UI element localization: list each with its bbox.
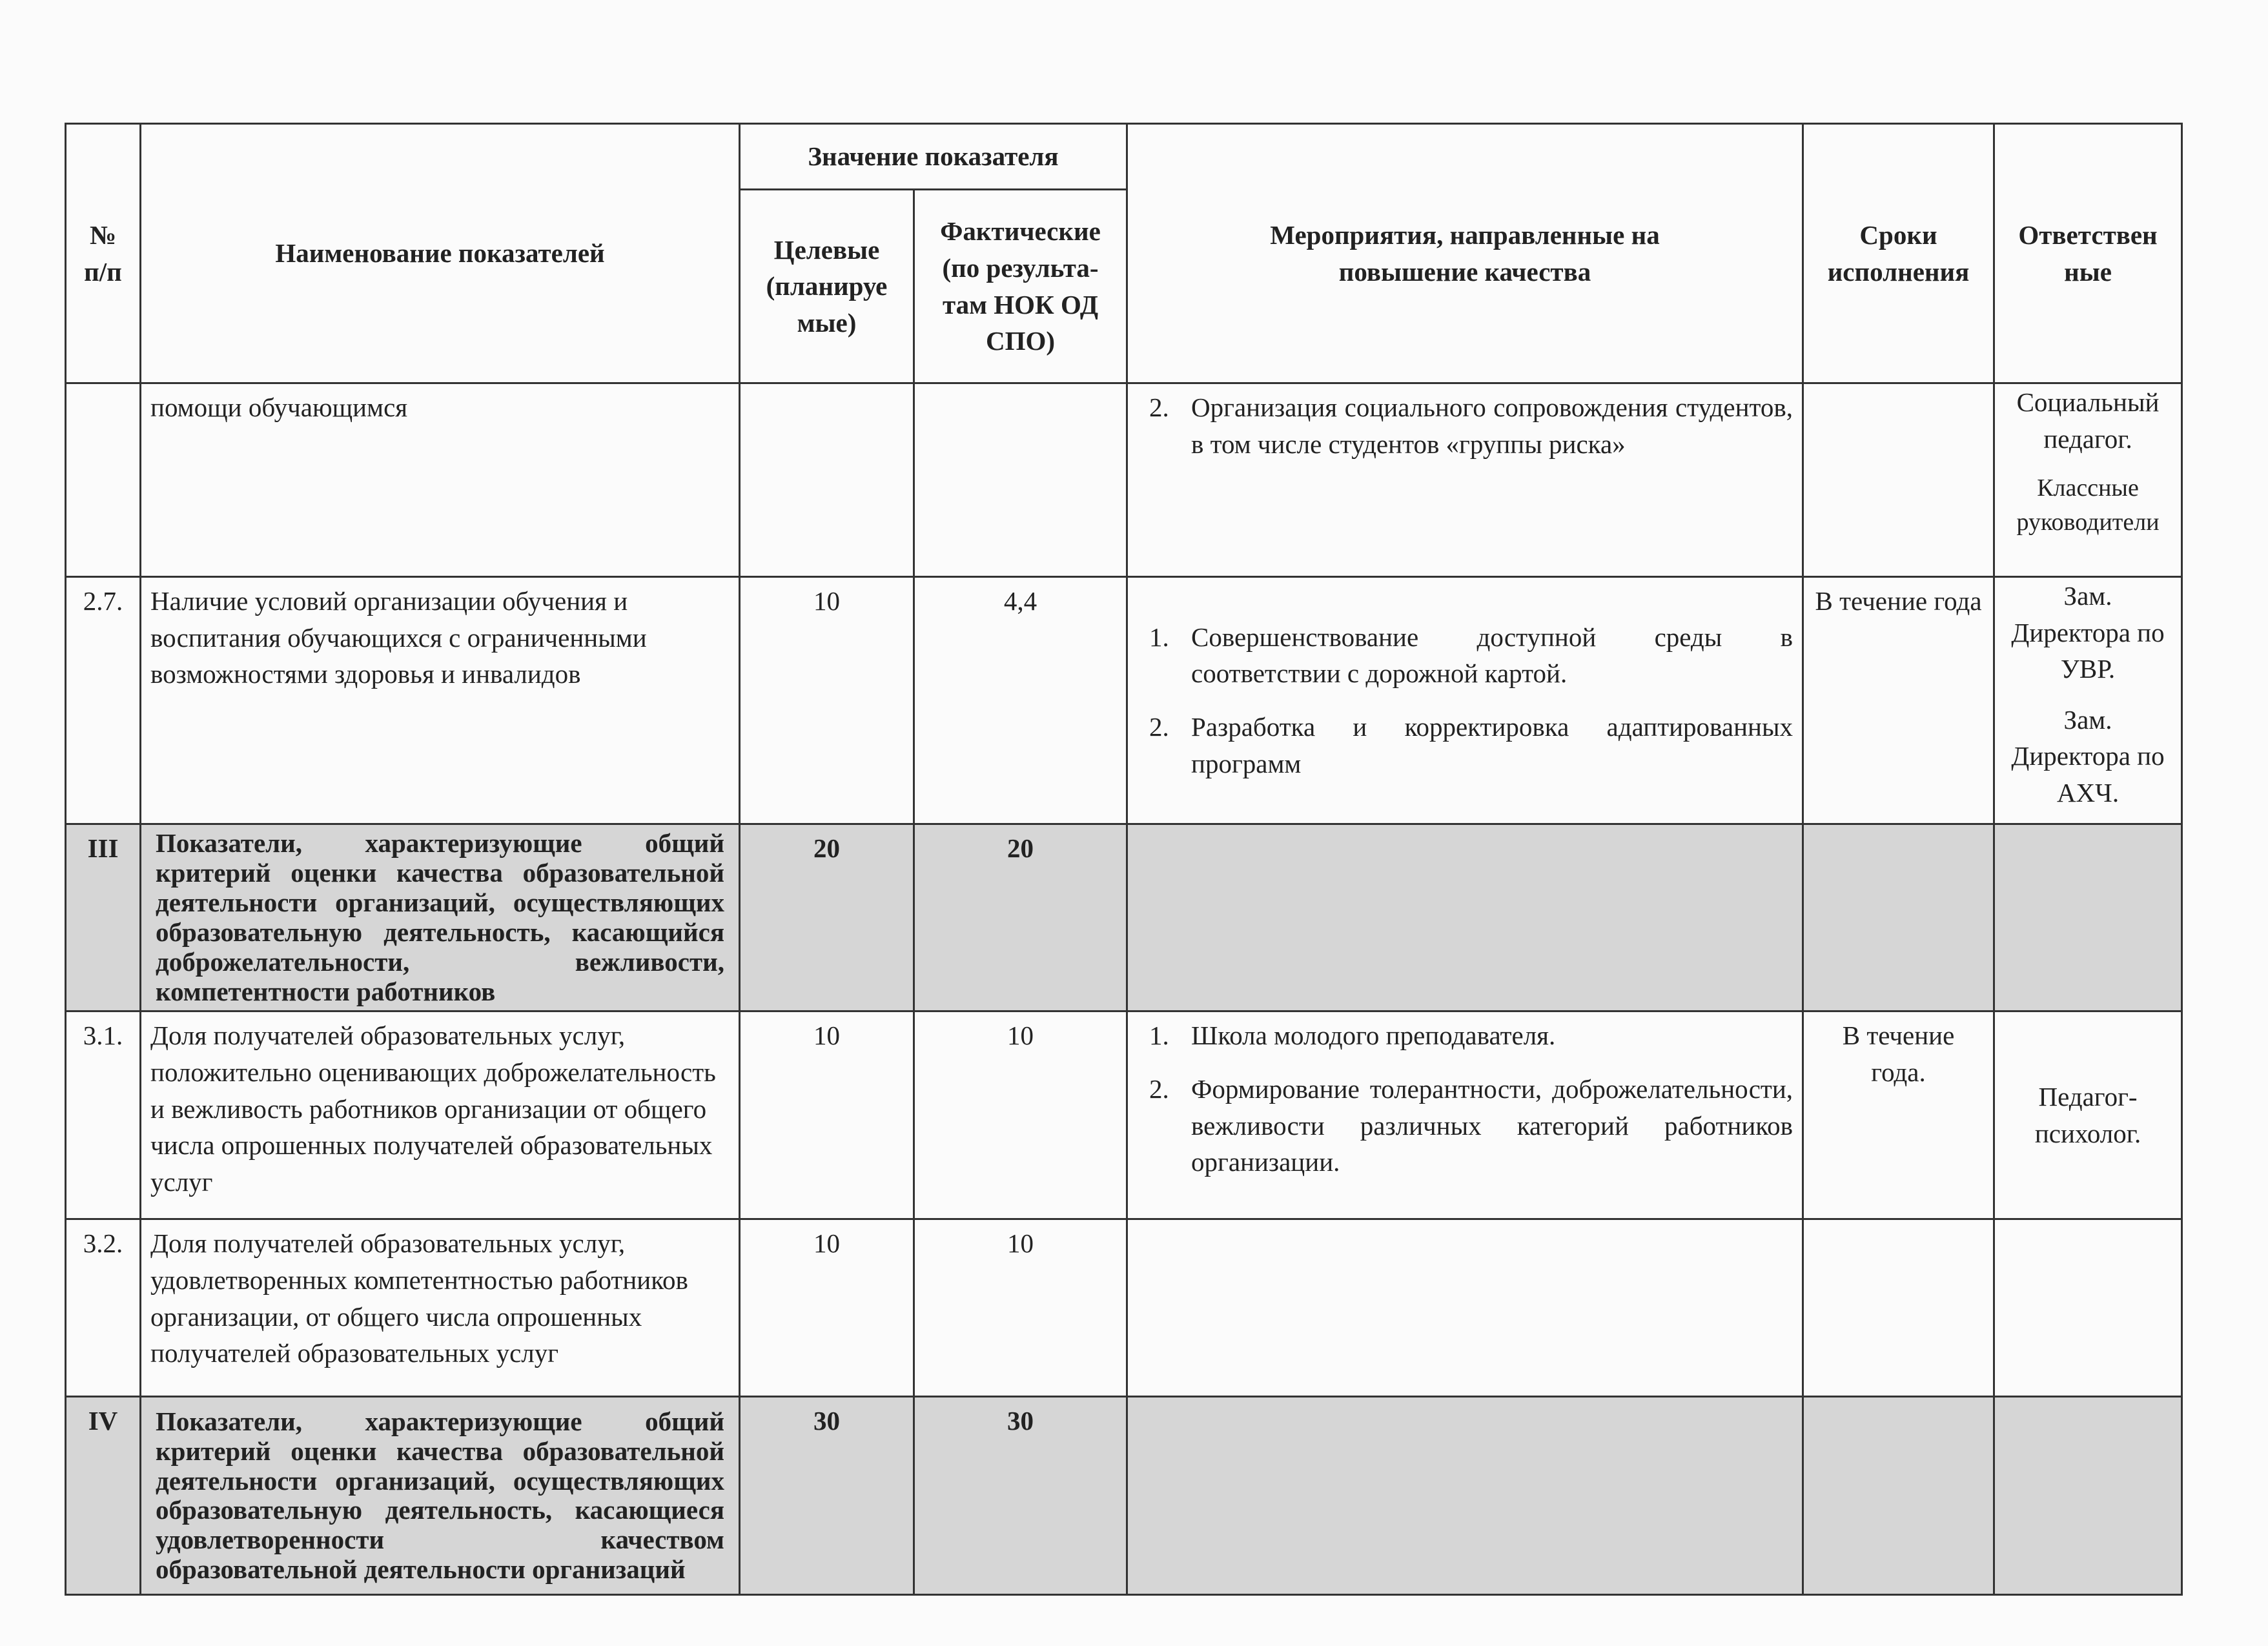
responsible-item: Социальный педагог. — [2016, 387, 2160, 454]
table-row — [66, 577, 2182, 824]
row-deadline — [1803, 383, 1994, 577]
row-target: 10 — [740, 577, 914, 824]
header-activities: Мероприятия, направленные на повышение качества — [1127, 124, 1803, 383]
activity-item: 1. Совершенствование доступной среды в соответствии с дорожной картой. — [1176, 619, 1793, 692]
section-name-last: компетентности работников — [156, 976, 496, 1006]
row-name: помощи обучающимся — [141, 383, 740, 577]
row-responsible — [1994, 824, 2182, 1011]
table-row — [66, 383, 2182, 577]
row-activities — [1127, 1219, 1803, 1397]
header-name: Наименование показателей — [141, 124, 740, 383]
responsible-item: Педагог-психолог. — [2034, 1082, 2141, 1148]
row-name: Доля получателей образовательных услуг, положительно оценивающих доброжелательность и вежливость работников организации от общего числа опрошенных получателей образовательных услуг — [141, 1011, 740, 1219]
row-target: 10 — [740, 1219, 914, 1397]
header-num: № п/п — [66, 124, 141, 383]
row-deadline — [1803, 1219, 1994, 1397]
row-responsible — [1994, 1219, 2182, 1397]
row-actual — [914, 383, 1127, 577]
header-responsible: Ответствен ные — [1994, 124, 2182, 383]
row-actual: 30 — [914, 1397, 1127, 1595]
header-actual: Фактические (по результа- там НОК ОД СПО) — [914, 190, 1127, 383]
row-actual: 20 — [914, 824, 1127, 1011]
row-name — [141, 1397, 740, 1595]
table-row-section — [66, 824, 2182, 1011]
responsible-item: Зам. Директора по АХЧ. — [2011, 704, 2165, 808]
row-activities — [1127, 1397, 1803, 1595]
row-name — [141, 824, 740, 1011]
activity-item: 2. Разработка и корректировка адаптированных программ — [1176, 709, 1793, 782]
row-activities — [1127, 577, 1803, 824]
activity-item: 2. Организация социального сопровождения студентов, в том числе студентов «группы риска» — [1176, 389, 1793, 462]
row-activities — [1127, 1011, 1803, 1219]
row-activities — [1127, 383, 1803, 577]
row-deadline — [1803, 1397, 1994, 1595]
row-name: Доля получателей образовательных услуг, удовлетворенных компетентностью работников организации, от общего числа опрошенных получателей образовательных услуг — [141, 1219, 740, 1397]
table-row-section — [66, 1397, 2182, 1595]
quality-indicators-table — [65, 123, 2183, 1596]
row-actual: 4,4 — [914, 577, 1127, 824]
row-actual: 10 — [914, 1011, 1127, 1219]
row-num: IV — [66, 1397, 141, 1595]
row-num — [66, 383, 141, 577]
row-num: III — [66, 824, 141, 1011]
row-responsible — [1994, 383, 2182, 577]
header-target: Целевые (планируе мые) — [740, 190, 914, 383]
row-num: 3.1. — [66, 1011, 141, 1219]
section-name-text: Показатели, характеризующие общий критерий оценки качества образовательной деятельности организаций, осуществляющих образовательную деятельность, касающиеся удовлетворенности качеством — [156, 1406, 724, 1555]
row-activities — [1127, 824, 1803, 1011]
activity-item: 1. Школа молодого преподавателя. — [1176, 1017, 1793, 1054]
table-row — [66, 1011, 2182, 1219]
section-name-text: Показатели, характеризующие общий критерий оценки качества образовательной деятельности организаций, осуществляющих образовательную деятельность, касающийся доброжелательности, вежливости, — [156, 828, 724, 977]
table-row — [66, 1219, 2182, 1397]
row-num: 2.7. — [66, 577, 141, 824]
row-target — [740, 383, 914, 577]
row-actual: 10 — [914, 1219, 1127, 1397]
responsible-item: Классные руководители — [2016, 474, 2160, 536]
row-target: 20 — [740, 824, 914, 1011]
row-deadline: В течение года — [1803, 577, 1994, 824]
activity-item: 2. Формирование толерантности, доброжелательности, вежливости различных категорий работников организации. — [1176, 1071, 1793, 1181]
header-value-group: Значение показателя — [740, 124, 1127, 190]
row-deadline — [1803, 824, 1994, 1011]
section-name-last: образовательной деятельности организаций — [156, 1554, 686, 1585]
row-target: 10 — [740, 1011, 914, 1219]
row-deadline: В течение года. — [1803, 1011, 1994, 1219]
row-name: Наличие условий организации обучения и воспитания обучающихся с ограниченными возможностями здоровья и инвалидов — [141, 577, 740, 824]
row-target: 30 — [740, 1397, 914, 1595]
row-responsible — [1994, 577, 2182, 824]
header-deadlines: Сроки исполнения — [1803, 124, 1994, 383]
row-num: 3.2. — [66, 1219, 141, 1397]
row-responsible — [1994, 1397, 2182, 1595]
responsible-item: Зам. Директора по УВР. — [2011, 581, 2165, 684]
row-responsible — [1994, 1011, 2182, 1219]
